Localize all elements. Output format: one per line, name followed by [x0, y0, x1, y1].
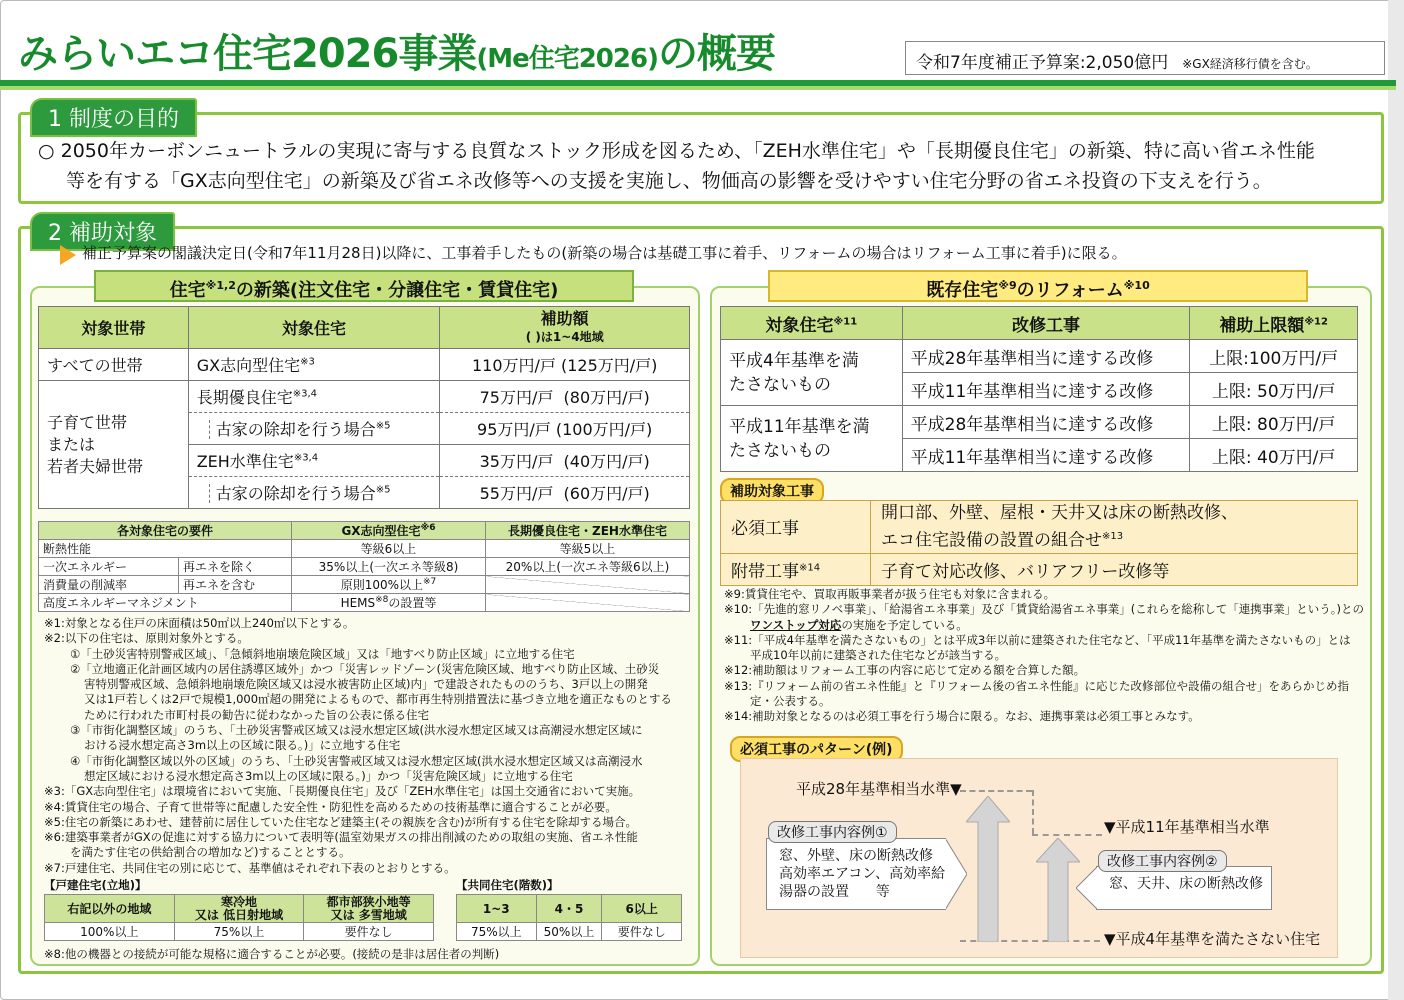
budget-note: ※GX経済移行債を含む。 [1182, 57, 1318, 71]
household-kids [39, 381, 189, 509]
reform-col-limit [1190, 307, 1358, 340]
note-14: ※14:補助対象となるのは必須工事を行う場合に限る。なお、連携事業は必須工事とみなす。 [724, 709, 1200, 724]
detached-col-3 [304, 895, 434, 923]
table-row [39, 349, 690, 381]
note-10: ※10:「先進的窓リノベ事業」、「給湯省エネ事業」及び「賃貸給湯省エネ事業」(これらを総称して「連携事業」という。)との [724, 602, 1364, 617]
reform-work-3: 平成28年基準相当に達する改修 [902, 406, 1190, 439]
newbuild-header-rest: の新築(注文住宅・分譲住宅・賃貸住宅) [235, 280, 559, 301]
pattern-step-line [1032, 790, 1034, 834]
amount-long: 75万円/戸 (80万円/戸) [440, 381, 690, 413]
header-line-light [0, 86, 1396, 90]
example2-l1: 窓、天井、床の断熱改修 [1109, 876, 1263, 892]
detached-v1: 100%以上 [45, 923, 175, 941]
req-energy-1: 一次エネルギー [39, 558, 179, 576]
reform-limit-2: 上限: 50万円/戸 [1190, 373, 1358, 406]
detached-table [44, 894, 434, 941]
note-11: ※11:「平成4年基準を満たさないもの」とは平成3年以前に建築された住宅など、「平成11年基準を満たさないもの」とは [724, 632, 1351, 647]
reform-limit-1: 上限:100万円/戸 [1190, 340, 1358, 373]
collective-v3: 要件なし [602, 923, 682, 941]
col-house: 対象住宅 [188, 307, 440, 349]
notes-right [724, 587, 1364, 725]
purpose-line1: ○ 2050年カーボンニュートラルの実現に寄与する良質なストック形成を図るため、「ZEH水準住宅」や「長期優良住宅」の新築、特に高い省エネ性能 [38, 140, 1315, 162]
detached-col-2 [174, 895, 304, 923]
note-9: ※9:賃貸住宅や、買取再販事業者が扱う住宅も対象に含まれる。 [724, 587, 1056, 601]
house-long-sup: ※3,4 [292, 388, 318, 400]
note-10-onestop: ワンストップ対応 [750, 617, 842, 632]
budget-box [905, 41, 1385, 75]
detached-col-2b: 又は 低日射地域 [194, 907, 284, 922]
col-household: 対象世帯 [39, 307, 189, 349]
collective-col-2: 4・5 [536, 895, 602, 923]
required-work-l1: 開口部、外壁、屋根・天井又は床の断熱改修、 [881, 503, 1238, 523]
note-2-2d: ために行われた市町村長の勧告に従わなかった旨の公表に係る住宅 [84, 707, 429, 722]
note-4: ※4:賃貸住宅の場合、子育て世帯等に配慮した安全性・防犯性を高めるための技術基準に適合することが必要。 [44, 799, 617, 814]
note-8: ※8:他の機器との接続が可能な規格に適合することが必要。(接続の是非は居住者の判断) [44, 947, 500, 961]
additional-work-label [721, 553, 871, 585]
house-long-demo [188, 413, 440, 445]
pattern-h28-line [960, 790, 1032, 792]
house-gx [188, 349, 440, 381]
detached-v3: 要件なし [304, 923, 434, 941]
pattern-badge: 必須工事のパターン(例) [730, 736, 903, 762]
reform-work-1: 平成28年基準相当に達する改修 [902, 340, 1190, 373]
detached-col-3a: 都市部狭小地等 [326, 894, 411, 909]
req-col-gx-sup: ※6 [420, 523, 436, 533]
house-zeh-label: ZEH水準住宅 [196, 452, 294, 471]
note-5: ※5:住宅の新築にあわせ、建替前に居住していた住宅など建築主(その親族を含む)が所有する住宅を除却する場合。 [44, 814, 637, 829]
detached-col-3b: 又は 多雪地域 [330, 907, 407, 922]
example2-label: 改修工事内容例② [1098, 850, 1227, 872]
example2-pointer [1076, 866, 1098, 910]
additional-work-sup: ※14 [799, 562, 821, 573]
house-long [188, 381, 440, 413]
req-energy-incl-gx-label: 原則100%以上 [340, 578, 424, 592]
newbuild-table [38, 306, 690, 509]
reform-group-h11-l2: たさないもの [729, 440, 831, 461]
house-zeh [188, 445, 440, 477]
note-2-3: ③「市街化調整区域」のうち、「土砂災害警戒区域又は浸水想定区域(洪水浸水想定区域又は高潮浸水想定区域に [70, 723, 643, 738]
collective-table [456, 894, 682, 941]
triangle-marker-icon [60, 245, 76, 265]
requirements-table [38, 521, 690, 612]
req-hems: 高度エネルギーマネジメント [39, 594, 292, 612]
detached-title: 【戸建住宅(立地)】 [44, 878, 147, 892]
scrollbar-track[interactable] [1388, 0, 1404, 1000]
note-11b: 平成10年以前に建築された住宅などが該当する。 [750, 648, 1007, 663]
collective-col-3: 6以上 [602, 895, 682, 923]
note-2-2: ②「立地適正化計画区域内の居住誘導区域外」かつ「災害レッドゾーン(災害危険区域、地すべり防止区域、土砂災 [70, 661, 660, 676]
house-zeh-demo-sup: ※5 [375, 484, 391, 496]
reform-group-h11 [721, 406, 903, 472]
reform-col-work: 改修工事 [902, 307, 1190, 340]
example1-pointer [945, 838, 967, 910]
note-2-2c: 又は1戸若しくは2戸で規模1,000㎡超の開発によるもので、都市再生特別措置法に基づき立地を適正なものとする [84, 692, 672, 707]
example1-l1: 窓、外壁、床の断熱改修 [779, 848, 933, 864]
note-6b: を満たす住宅の供給割合の増加など)することとする。 [70, 845, 351, 860]
required-work-l2: エコ住宅設備の設置の組合せ [881, 530, 1102, 551]
req-insulation: 断熱性能 [39, 540, 292, 558]
additional-work-label-text: 附帯工事 [731, 561, 799, 582]
house-zeh-demo [188, 477, 440, 509]
reform-col-house [721, 307, 903, 340]
amount-gx: 110万円/戸 (125万円/戸) [440, 349, 690, 381]
notes-left [44, 616, 694, 876]
req-col-lz: 長期優良住宅・ZEH水準住宅 [486, 522, 690, 540]
reform-work-4: 平成11年基準相当に達する改修 [902, 439, 1190, 472]
reform-limit-4: 上限: 40万円/戸 [1190, 439, 1358, 472]
amount-long-demo: 95万円/戸 (100万円/戸) [440, 413, 690, 445]
note-13b: 定・公表する。 [750, 694, 831, 709]
req-energy-incl: 再エネを含む [179, 576, 292, 594]
note-2-4: ④「市街化調整区域以外の区域」のうち、「土砂災害警戒区域又は浸水想定区域(洪水浸水想定区域又は高潮浸水 [70, 753, 643, 768]
collective-v1: 75%以上 [457, 923, 537, 941]
required-work-sup: ※13 [1102, 531, 1124, 542]
title-main: みらいエコ住宅2026事業 [18, 31, 477, 77]
reform-header-rest: のリフォーム [1016, 280, 1124, 301]
reform-header-text: 既存住宅 [926, 280, 999, 301]
col-amount-sub: ( )は1~4地域 [525, 329, 604, 344]
target-intro: 補正予算案の閣議決定日(令和7年11月28日)以降に、工事着手したもの(新築の場合は基礎工事に着手、リフォームの場合はリフォーム工事に着手)に限る。 [82, 244, 1127, 262]
req-hems-gx-tail: の設置等 [388, 596, 437, 610]
detached-v2: 75%以上 [174, 923, 304, 941]
req-energy-excl-lz: 20%以上(一次エネ等級6以上) [486, 558, 690, 576]
page-title [18, 22, 775, 79]
req-hems-gx-label: HEMS [340, 596, 376, 610]
note-7: ※7:戸建住宅、共同住宅の別に応じて、基準値はそれぞれ下表のとおりとする。 [44, 860, 456, 875]
example2-box [1096, 866, 1272, 910]
note-6: ※6:建築事業者がGXの促進に対する協力について表明等(温室効果ガスの排出削減のための取組の実施、省エネ性能 [44, 830, 638, 845]
up-arrow-icon [1036, 838, 1080, 942]
note-12: ※12:補助額はリフォーム工事の内容に応じて定める額を合算した額。 [724, 663, 1086, 678]
required-work-text [871, 501, 1358, 554]
note-2-3b: おける浸水想定高さ3m以上の区域に限る。)」に立地する住宅 [84, 738, 401, 753]
additional-work-text: 子育て対応改修、バリアフリー改修等 [871, 553, 1358, 585]
table-row [721, 340, 1358, 373]
example1-label: 改修工事内容例① [768, 821, 897, 843]
title-paren: (Me住宅2026) [476, 44, 658, 74]
purpose-line2: 等を有する「GX志向型住宅」の新築及び省エネ改修等への支援を実施し、物価高の影響を受けやすい住宅分野の省エネ投資の下支えを行う。 [66, 170, 1272, 192]
collective-col-1: 1~3 [457, 895, 537, 923]
pattern-h11-label: ▼平成11年基準相当水準 [1104, 818, 1270, 836]
note-2-4b: 想定区域における浸水想定高さ3m以上の区域に限る。)」かつ「災害危険区域」に立地する住宅 [84, 768, 573, 783]
example1-box [766, 838, 946, 910]
req-energy-excl: 再エネを除く [179, 558, 292, 576]
note-3: ※3:「GX志向型住宅」は環境省において実施、「長期優良住宅」及び「ZEH水準住宅」は国土交通省において実施。 [44, 784, 641, 799]
req-col-gx [292, 522, 486, 540]
house-zeh-sup: ※3,4 [293, 452, 319, 464]
table-row [45, 923, 434, 941]
example1-l2: 高効率エアコン、高効率給 [779, 866, 946, 882]
note-13: ※13:『リフォーム前の省エネ性能』と『リフォーム後の省エネ性能』に応じた改修部位や設備の組合せ」をあらかじめ指 [724, 678, 1349, 693]
note-2: ※2:以下の住宅は、原則対象外とする。 [44, 631, 249, 646]
detached-col-2a: 寒冷地 [220, 894, 257, 909]
req-col-gx-label: GX志向型住宅 [341, 524, 421, 538]
note-2-1: ①「土砂災害特別警戒区域」、「急傾斜地崩壊危険区域」又は「地すべり防止区域」に立地する住宅 [70, 646, 575, 661]
req-hems-gx [292, 594, 486, 612]
house-zeh-demo-label: 古家の除却を行う場合 [209, 484, 376, 503]
newbuild-header-text: 住宅 [169, 280, 206, 301]
collective-v2: 50%以上 [536, 923, 602, 941]
newbuild-header-sup: ※1,2 [205, 279, 236, 292]
detached-col-1: 右記以外の地域 [45, 895, 175, 923]
pattern-h4-label: ▼平成4年基準を満たさない住宅 [1104, 930, 1321, 948]
budget-text: 令和7年度補正予算案:2,050億円 [916, 53, 1169, 73]
reform-limit-3: 上限: 80万円/戸 [1190, 406, 1358, 439]
reform-col-house-label: 対象住宅 [765, 315, 834, 336]
req-hems-lz [486, 594, 690, 612]
reform-group-h4-l2: たさないもの [729, 374, 831, 395]
purpose-tab: 1 制度の目的 [30, 98, 197, 137]
table-row [721, 406, 1358, 439]
household-kids-2: または [47, 434, 96, 454]
note-10b [724, 618, 1364, 633]
reform-group-h11-l1: 平成11年基準を満 [729, 416, 870, 437]
note-10-tail: の実施を予定している。 [841, 617, 968, 632]
req-insulation-gx: 等級6以上 [292, 540, 486, 558]
house-gx-label: GX志向型住宅 [196, 356, 301, 375]
req-energy-incl-gx-sup: ※7 [423, 577, 437, 587]
pattern-h11-line [1032, 834, 1102, 836]
amount-zeh-demo: 55万円/戸 (60万円/戸) [440, 477, 690, 509]
reform-header-sup: ※9 [998, 279, 1017, 292]
reform-group-h4-l1: 平成4年基準を満 [729, 350, 859, 371]
reform-group-h4 [721, 340, 903, 406]
pattern-h28-label: 平成28年基準相当水準▼ [796, 780, 962, 798]
example1-l3: 湯器の設置 等 [779, 884, 890, 900]
house-long-label: 長期優良住宅 [196, 388, 293, 407]
table-row [39, 381, 690, 413]
note-2-2b: 害特別警戒区域、急傾斜地崩壊危険区域又は浸水被害防止区域)内」で建設されたもののうち、3戸以上の開発 [84, 677, 648, 692]
reform-col-limit-sup: ※12 [1304, 315, 1328, 327]
table-row [39, 594, 690, 612]
house-long-demo-label: 古家の除却を行う場合 [209, 420, 376, 439]
works-badge: 補助対象工事 [720, 478, 824, 504]
collective-title: 【共同住宅(階数)】 [456, 878, 559, 892]
req-col-item: 各対象住宅の要件 [39, 522, 292, 540]
up-arrow-icon [966, 796, 1010, 942]
amount-zeh: 35万円/戸 (40万円/戸) [440, 445, 690, 477]
table-row [39, 576, 690, 594]
reform-header-sup2: ※10 [1123, 279, 1150, 292]
house-gx-sup: ※3 [300, 356, 315, 368]
works-table [720, 500, 1358, 586]
household-all: すべての世帯 [39, 349, 189, 381]
req-energy-incl-lz [486, 576, 690, 594]
req-energy-2: 消費量の削減率 [39, 576, 179, 594]
household-kids-3: 若者夫婦世帯 [47, 456, 144, 476]
household-kids-1: 子育て世帯 [47, 412, 128, 432]
required-work-label: 必須工事 [721, 501, 871, 554]
house-long-demo-sup: ※5 [375, 420, 391, 432]
target-tab: 2 補助対象 [30, 212, 175, 251]
col-amount [440, 307, 690, 349]
table-row [39, 540, 690, 558]
reform-header [768, 270, 1308, 302]
reform-table [720, 306, 1358, 472]
req-hems-gx-sup: ※8 [375, 595, 389, 605]
col-amount-label: 補助額 [540, 308, 589, 328]
req-energy-excl-gx: 35%以上(一次エネ等級8) [292, 558, 486, 576]
reform-col-limit-label: 補助上限額 [1219, 315, 1305, 336]
title-tail: の概要 [657, 31, 775, 77]
req-insulation-lz: 等級5以上 [486, 540, 690, 558]
table-row [457, 923, 682, 941]
reform-work-2: 平成11年基準相当に達する改修 [902, 373, 1190, 406]
reform-col-house-sup: ※11 [833, 315, 858, 327]
note-1: ※1:対象となる住戸の床面積は50㎡以上240㎡以下とする。 [44, 616, 355, 630]
newbuild-header [94, 270, 634, 302]
table-row [39, 558, 690, 576]
req-energy-incl-gx [292, 576, 486, 594]
